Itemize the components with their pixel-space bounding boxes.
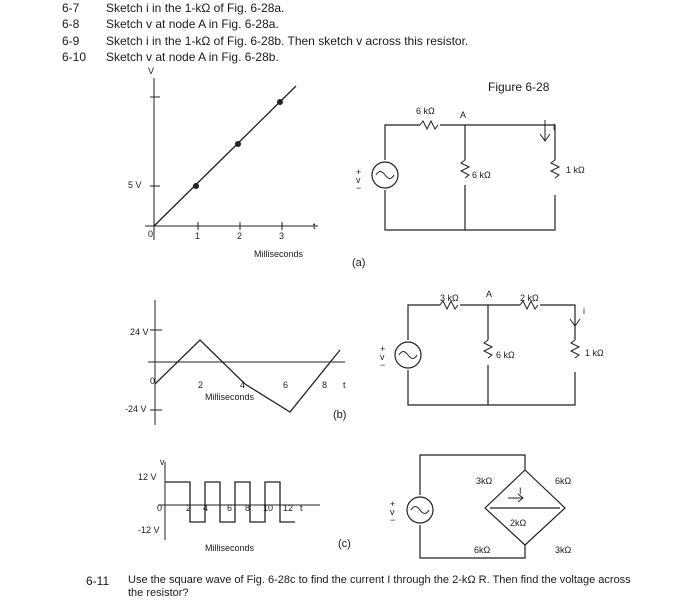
graph-b-axis-t: t [343,380,346,390]
graph-c-origin: 0 [157,503,163,513]
resistor-icon [420,121,438,129]
resistor-icon [461,160,469,178]
problem-number: 6-8 [62,17,80,31]
problem-text: Sketch v at node A in Fig. 6-28a. [106,17,279,31]
resistor-icon [484,340,492,358]
ac-source-icon [399,352,417,359]
graph-c-ytop: 12 V [138,472,157,482]
graph-a-ytick: 5 V [128,180,142,190]
ac-source-icon [411,507,429,514]
circuit-a-source-label: + v − [356,167,362,193]
figure-title: Figure 6-28 [488,80,550,94]
graph-b-xtick: 6 [283,380,289,390]
circuit-c-r-tl: 3kΩ [476,476,493,486]
graph-c-xtick: 2 [186,503,192,513]
ac-source-icon [376,172,394,179]
graph-a-xtick: 2 [237,231,243,241]
graph-a-xtick: 1 [195,231,201,241]
resistor-icon [551,160,559,178]
graph-a-xtick: 3 [279,231,285,241]
circuit-c-r-br: 3kΩ [555,545,572,555]
circuit-b-current: i [583,306,585,316]
graph-c-ybottom: -12 V [138,525,160,535]
graph-a-point [277,99,283,105]
graph-a-point [193,183,199,189]
graph-a-axis-v: V [148,66,155,76]
panel-label: (a) [352,257,366,269]
graph-b-xtick: 4 [240,380,246,390]
graph-b-origin: 0 [150,376,156,386]
graph-b-ybottom: -24 V [125,404,147,414]
circuit-a-node: A [460,110,467,120]
circuit-c-r-bl: 6kΩ [474,545,491,555]
circuit-c-r-mid: 2kΩ [510,518,527,528]
graph-c-axis-v: v [160,457,165,467]
circuit-c-current: I [519,486,522,496]
circuit-c-wires [407,455,565,558]
graph-b-ytop: 24 V [130,327,149,337]
graph-c-xtick: 4 [203,503,209,513]
panel-label: (b) [333,409,347,421]
graph-c-wave [165,482,295,522]
problem-number: 6-9 [62,34,80,48]
circuit-b-r-series2: 2 kΩ [520,293,539,303]
circuit-a-current: i [553,122,555,132]
graph-c-xtick: 8 [245,503,251,513]
graph-b-xtick: 2 [198,380,204,390]
circuit-a-r-series: 6 kΩ [416,106,435,116]
graph-b-xlabel: Milliseconds [205,392,255,402]
circuit-b-wires [395,305,575,405]
graph-a-point [235,141,241,147]
problem-text: Use the square wave of Fig. 6-28c to find the current I through the 2-kΩ R. Then find the voltage across the resistor? [128,574,631,599]
graph-c-xlabel: Milliseconds [205,543,255,553]
graph-c-xtick: 12 [283,503,294,513]
circuit-b-r-mid: 6 kΩ [496,350,515,360]
circuit-b-r-series: 3 kΩ [440,293,459,303]
problem-text: Sketch i in the 1-kΩ of Fig. 6-28a. [106,1,285,15]
circuit-a-r-load: 1 kΩ [566,165,585,175]
circuit-b-source-label: + v − [380,344,386,370]
circuit-b-r-load: 1 kΩ [585,348,604,358]
circuit-a-wires [372,125,555,230]
problem-text: Sketch i in the 1-kΩ of Fig. 6-28b. Then sketch v across this resistor. [106,34,469,48]
circuit-c-source-label: + v − [390,499,396,525]
resistor-icon [571,340,579,358]
graph-b-xtick: 8 [322,380,328,390]
graph-c-axis-t: t [300,503,303,513]
problem-number: 6-11 [86,574,110,588]
graph-a-axes [145,78,318,240]
panel-label: (c) [338,538,351,550]
graph-c-axes [158,462,320,540]
circuit-b-node: A [486,289,493,299]
graph-a-axis-t: t [313,221,316,231]
graph-a-ramp [154,86,296,226]
problem-number: 6-10 [62,50,87,64]
circuit-c-r-tr: 6kΩ [555,476,572,486]
problem-number: 6-7 [62,1,80,15]
graph-c-xtick: 6 [227,503,233,513]
circuit-a-r-mid: 6 kΩ [472,170,491,180]
problem-text: Sketch v at node A in Fig. 6-28b. [106,50,279,64]
graph-a-xlabel: Milliseconds [254,249,304,259]
graph-c-xtick: 10 [263,503,274,513]
graph-a-xtick: 0 [148,229,154,239]
